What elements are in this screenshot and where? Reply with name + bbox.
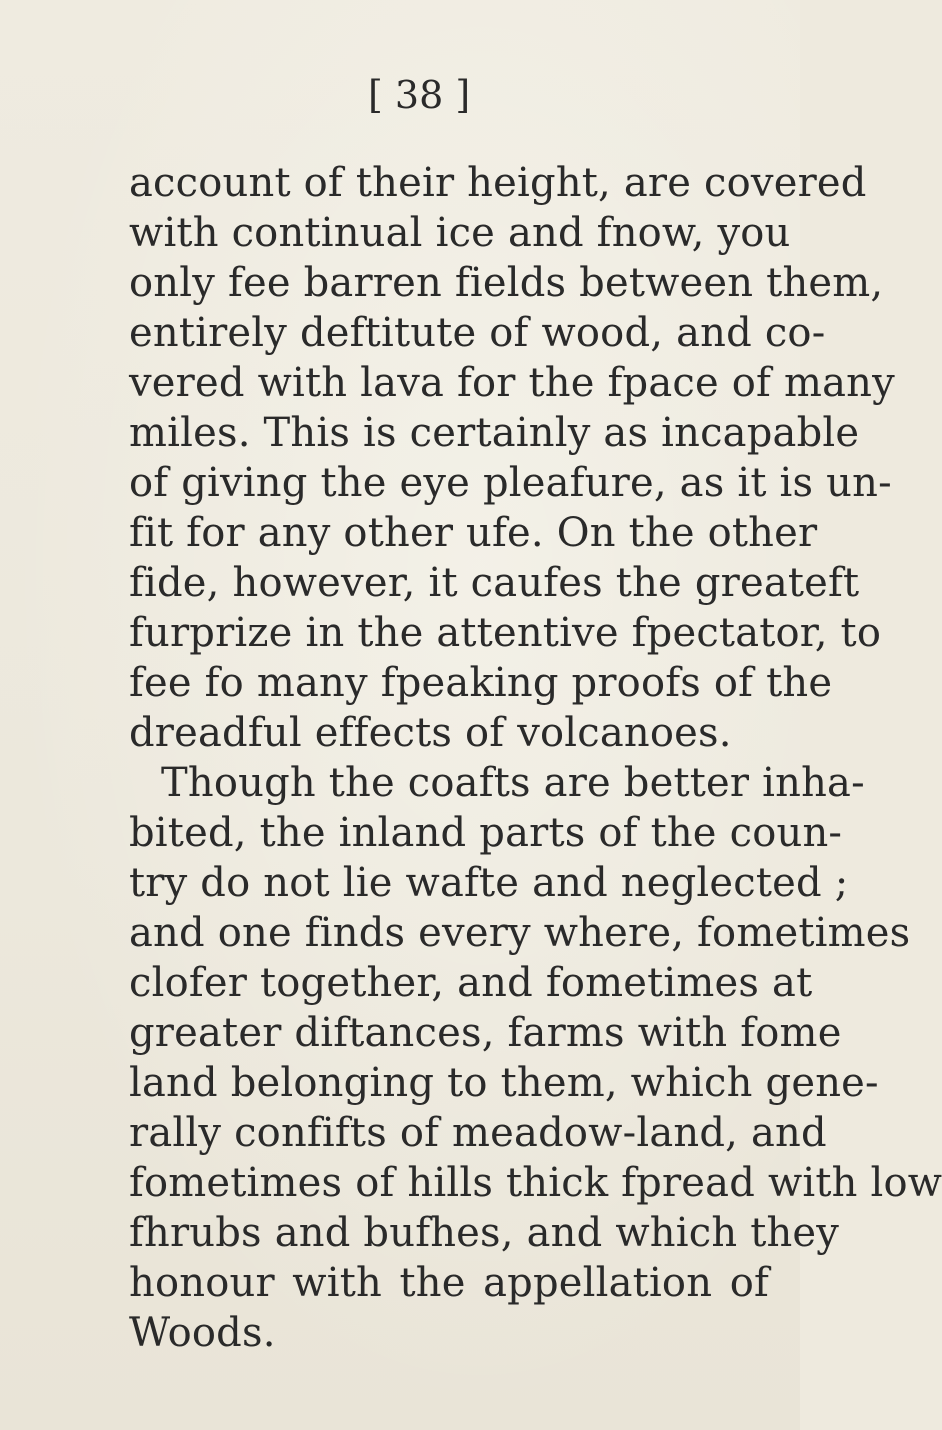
text-line: land belonging to them, which gene- (129, 1060, 879, 1106)
text-line: fhrubs and bufhes, and which they (129, 1210, 840, 1256)
paragraph-start-line: Though the coafts are better inha- (161, 760, 865, 806)
text-line: furprize in the attentive fpectator, to (129, 610, 882, 656)
text-line: fit for any other ufe. On the other (129, 510, 818, 556)
text-line: of giving the eye pleafure, as it is un- (129, 460, 892, 506)
text-line: try do not lie wafte and neglected ; (129, 860, 849, 906)
text-line: dreadful effects of volcanoes. (129, 710, 732, 756)
text-line: fometimes of hills thick fpread with low (129, 1160, 942, 1206)
text-line: entirely deftitute of wood, and co- (129, 310, 826, 356)
text-line: honour with the appellation of (129, 1260, 769, 1306)
text-line: bited, the inland parts of the coun- (129, 810, 843, 856)
text-line: with continual ice and fnow, you (129, 210, 791, 256)
text-line: and one finds every where, fometimes (129, 910, 911, 956)
text-line: Woods. (129, 1310, 276, 1356)
page-number-header: [ 38 ] (368, 73, 471, 117)
text-line: clofer together, and fometimes at (129, 960, 813, 1006)
text-line: account of their height, are covered (129, 160, 867, 206)
text-line: rally confifts of meadow-land, and (129, 1110, 827, 1156)
text-line: greater diftances, farms with fome (129, 1010, 842, 1056)
text-line: miles. This is certainly as incapable (129, 410, 860, 456)
text-line: fide, however, it caufes the greateft (129, 560, 860, 606)
text-line: vered with lava for the fpace of many (129, 360, 895, 406)
text-line: only fee barren fields between them, (129, 260, 884, 306)
text-line: fee fo many fpeaking proofs of the (129, 660, 833, 706)
